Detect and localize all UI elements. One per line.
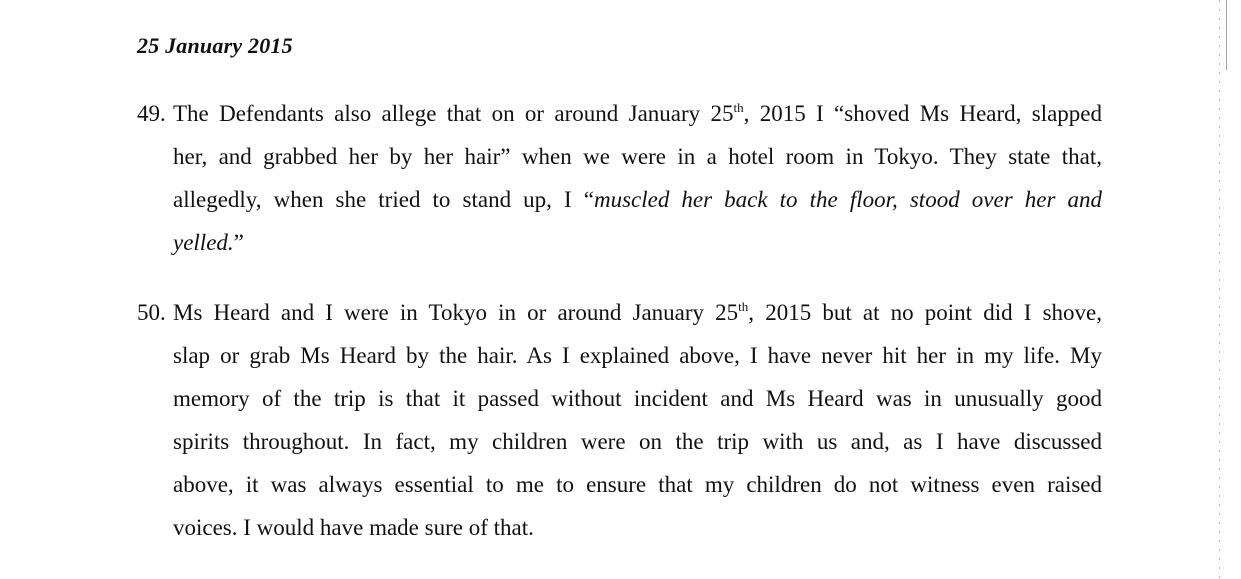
paragraph-49: [137, 92, 1102, 264]
paragraph-49-line-1: [137, 92, 1102, 135]
quoted-italic-text: yelled.: [173, 230, 234, 255]
paragraph-50-line-6: voices. I would have made sure of that.: [173, 515, 534, 540]
text-segment: allegedly, when she tried to stand up, I “: [173, 187, 594, 212]
paragraph-50: [137, 291, 1102, 549]
margin-rule: [1226, 0, 1227, 70]
text-segment: , 2015 but at no point did I shove,: [748, 300, 1102, 325]
date-heading: 25 January 2015: [137, 33, 293, 58]
paragraph-49-line-3: [137, 178, 1102, 221]
paragraph-text: [173, 291, 1102, 334]
paragraph-50-line-1: [137, 291, 1102, 334]
text-segment: The Defendants also allege that on or around January 25: [173, 101, 734, 126]
text-segment: Ms Heard and I were in Tokyo in or around January 25: [173, 300, 739, 325]
ordinal-suffix: th: [733, 100, 744, 115]
paragraph-50-line-5: above, it was always essential to me to ensure that my children do not witness even raised: [173, 472, 1102, 497]
paragraph-50-line-3: memory of the trip is that it passed without incident and Ms Heard was in unusually good: [173, 386, 1102, 411]
margin-rule-dotted: [1219, 0, 1220, 579]
paragraph-number: 49.: [137, 101, 166, 126]
ordinal-suffix: th: [738, 299, 749, 314]
paragraph-50-line-4: spirits throughout. In fact, my children were on the trip with us and, as I have discussed: [173, 429, 1102, 454]
paragraph-49-line-4: [137, 221, 1102, 264]
paragraph-49-line-2: her, and grabbed her by her hair” when we were in a hotel room in Tokyo. They state that,: [173, 144, 1102, 169]
text-segment: , 2015 I “shoved Ms Heard, slapped: [743, 101, 1102, 126]
paragraph-50-line-2: slap or grab Ms Heard by the hair. As I explained above, I have never hit her in my life. My: [173, 343, 1102, 368]
paragraph-number: 50.: [137, 300, 166, 325]
quoted-italic-text: muscled her back to the floor, stood over her and: [593, 187, 1102, 212]
closing-quote: ”: [233, 230, 244, 255]
paragraph-text: [173, 92, 1102, 135]
